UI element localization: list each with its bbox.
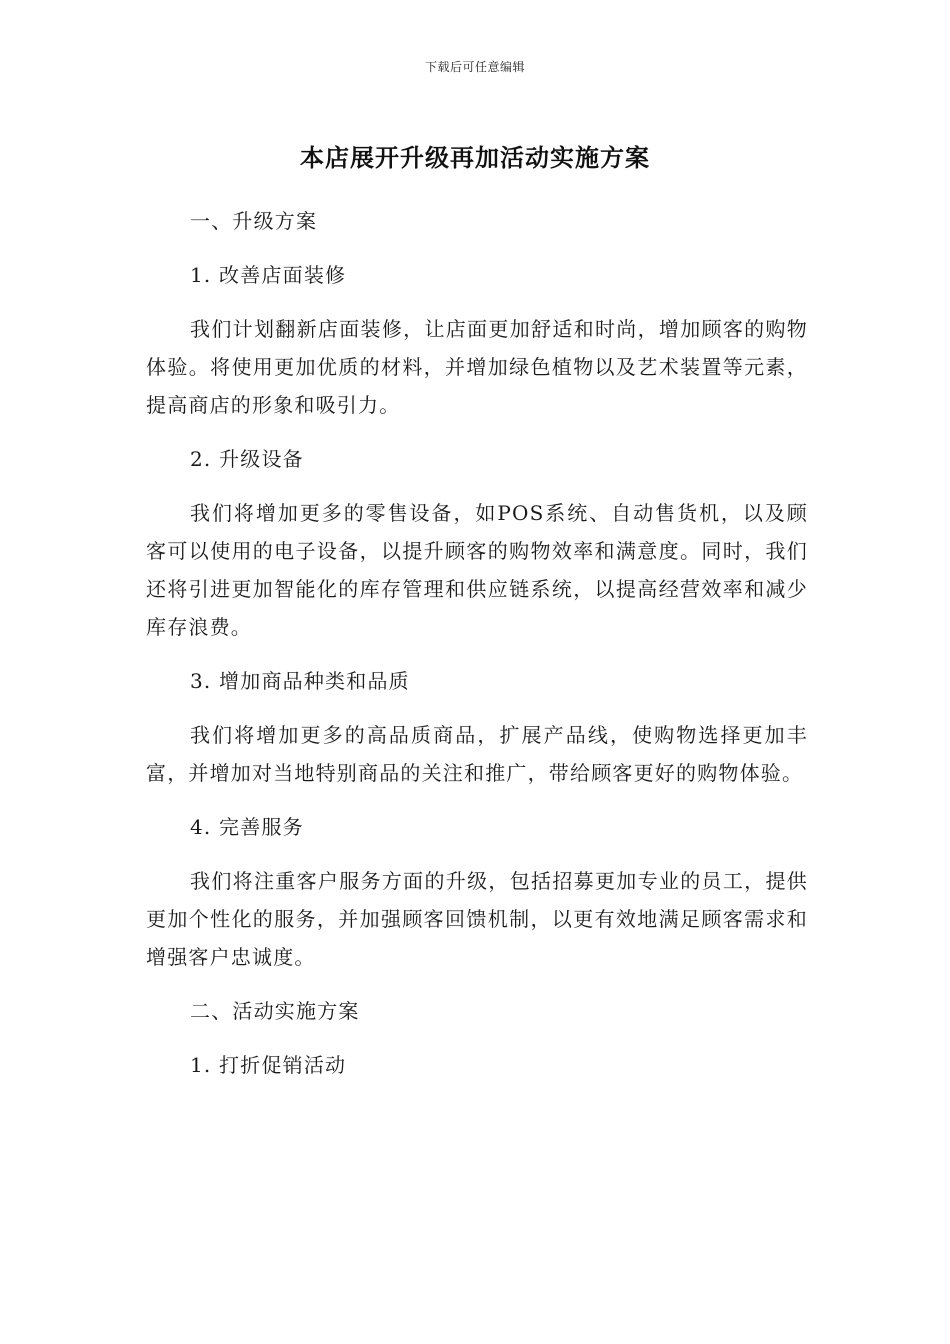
item-heading-discount-promotion: 1. 打折促销活动 bbox=[190, 1053, 347, 1077]
paragraph-renovation: 我们计划翻新店面装修，让店面更加舒适和时尚，增加顾客的购物体验。将使用更加优质的材料，并增加绿色植物以及艺术装置等元素，提高商店的形象和吸引力。 bbox=[146, 317, 808, 417]
item-heading-renovation: 1. 改善店面装修 bbox=[190, 263, 347, 287]
paragraph-equipment: 我们将增加更多的零售设备，如POS系统、自动售货机，以及顾客可以使用的电子设备，以提升顾客的购物效率和满意度。同时，我们还将引进更加智能化的库存管理和供应链系统，以提高经营效率和减少库存浪费。 bbox=[146, 501, 808, 639]
section-heading-upgrade-plan: 一、升级方案 bbox=[190, 209, 318, 233]
header-note: 下载后可任意编辑 bbox=[424, 60, 525, 74]
item-heading-service: 4. 完善服务 bbox=[190, 815, 304, 839]
item-heading-equipment: 2. 升级设备 bbox=[190, 447, 304, 471]
paragraph-products: 我们将增加更多的高品质商品，扩展产品线，使购物选择更加丰富，并增加对当地特别商品的关注和推广，带给顾客更好的购物体验。 bbox=[146, 723, 808, 785]
item-heading-products: 3. 增加商品种类和品质 bbox=[190, 669, 410, 693]
document-title: 本店展开升级再加活动实施方案 bbox=[300, 144, 650, 172]
document-body bbox=[146, 202, 808, 1084]
paragraph-service: 我们将注重客户服务方面的升级，包括招募更加专业的员工，提供更加个性化的服务，并加强顾客回馈机制，以更有效地满足顾客需求和增强客户忠诚度。 bbox=[146, 869, 808, 969]
section-heading-activity-plan: 二、活动实施方案 bbox=[190, 999, 360, 1023]
